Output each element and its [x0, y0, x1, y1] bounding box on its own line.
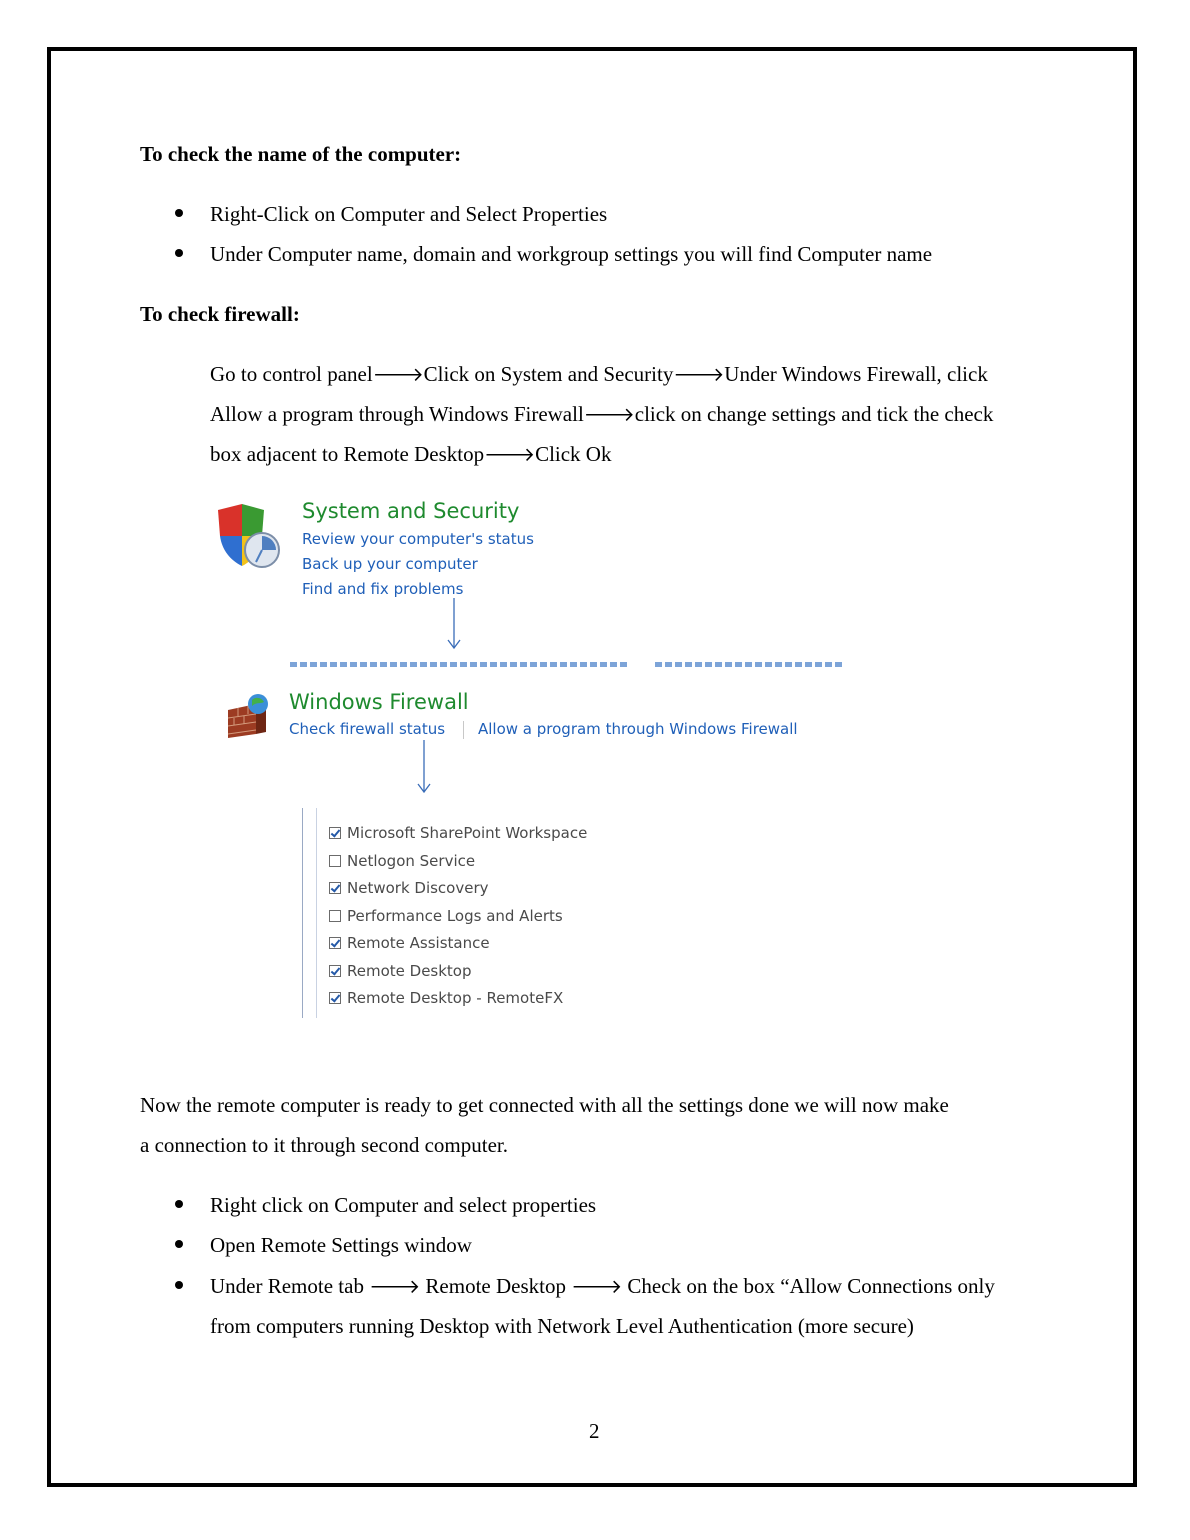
program-list-item[interactable]: Remote Assistance — [329, 934, 490, 954]
bullet-continuation: from computers running Desktop with Network Level Authentication (more secure) — [210, 1314, 914, 1338]
right-arrow-icon: 🡒 — [571, 1276, 623, 1298]
heading-computer-name: To check the name of the computer: — [140, 142, 462, 166]
program-list-item[interactable]: Remote Desktop - RemoteFX — [329, 989, 563, 1009]
find-fix-link[interactable]: Find and fix problems — [302, 580, 464, 598]
link-separator — [463, 721, 464, 739]
right-arrow-icon: 🡒 — [484, 444, 536, 466]
bullet-dot — [175, 1200, 183, 1208]
bullet-dot — [175, 209, 183, 217]
program-list-item[interactable]: Remote Desktop — [329, 962, 472, 982]
allow-program-link[interactable]: Allow a program through Windows Firewall — [478, 720, 798, 738]
instruction-line-3: box adjacent to Remote Desktop🡒Click Ok — [210, 442, 612, 466]
security-shield-icon — [212, 500, 290, 574]
backup-link[interactable]: Back up your computer — [302, 555, 478, 573]
instruction-line-1: Go to control panel🡒Click on System and Security🡒Under Windows Firewall, click — [210, 362, 988, 386]
checkbox-unchecked-icon[interactable] — [329, 855, 341, 867]
heading-firewall: To check firewall: — [140, 302, 300, 326]
checkbox-checked-icon[interactable] — [329, 882, 341, 894]
checkbox-checked-icon[interactable] — [329, 937, 341, 949]
firewall-icon — [224, 692, 274, 740]
checkbox-unchecked-icon[interactable] — [329, 910, 341, 922]
bullet-dot — [175, 249, 183, 257]
program-list-item[interactable]: Netlogon Service — [329, 852, 475, 872]
review-status-link[interactable]: Review your computer's status — [302, 530, 534, 548]
right-arrow-icon: 🡒 — [372, 364, 424, 386]
bullet-item: Right-Click on Computer and Select Properties — [210, 202, 608, 226]
down-arrow-icon — [446, 598, 462, 652]
right-arrow-icon: 🡒 — [673, 364, 725, 386]
system-security-title[interactable]: System and Security — [302, 499, 520, 523]
checkbox-checked-icon[interactable] — [329, 965, 341, 977]
paragraph-line: Now the remote computer is ready to get connected with all the settings done we will now make — [140, 1093, 949, 1117]
checkbox-checked-icon[interactable] — [329, 992, 341, 1004]
right-arrow-icon: 🡒 — [583, 404, 635, 426]
page-number: 2 — [589, 1419, 600, 1443]
bullet-item: Open Remote Settings window — [210, 1233, 472, 1257]
program-list-item[interactable]: Microsoft SharePoint Workspace — [329, 824, 587, 844]
cropped-link-row — [655, 662, 845, 667]
list-guide-line — [302, 808, 303, 1018]
down-arrow-icon — [416, 740, 432, 796]
bullet-dot — [175, 1240, 183, 1248]
bullet-item: Right click on Computer and select properties — [210, 1193, 597, 1217]
right-arrow-icon: 🡒 — [369, 1276, 421, 1298]
checkbox-checked-icon[interactable] — [329, 827, 341, 839]
cropped-list-row — [329, 806, 499, 812]
paragraph-line: a connection to it through second computer. — [140, 1133, 508, 1157]
cropped-link-row — [290, 662, 630, 667]
program-list-item[interactable]: Performance Logs and Alerts — [329, 907, 563, 927]
instruction-line-2: Allow a program through Windows Firewall🡒click on change settings and tick the check — [210, 402, 994, 426]
list-guide-line — [316, 808, 317, 1018]
bullet-item: Under Computer name, domain and workgroup settings you will find Computer name — [210, 242, 933, 266]
check-firewall-link[interactable]: Check firewall status — [289, 720, 446, 738]
bullet-dot — [175, 1281, 183, 1289]
program-list-item[interactable]: Network Discovery — [329, 879, 489, 899]
bullet-item: Under Remote tab 🡒 Remote Desktop 🡒 Check on the box “Allow Connections only — [210, 1274, 995, 1298]
windows-firewall-title[interactable]: Windows Firewall — [289, 690, 469, 714]
